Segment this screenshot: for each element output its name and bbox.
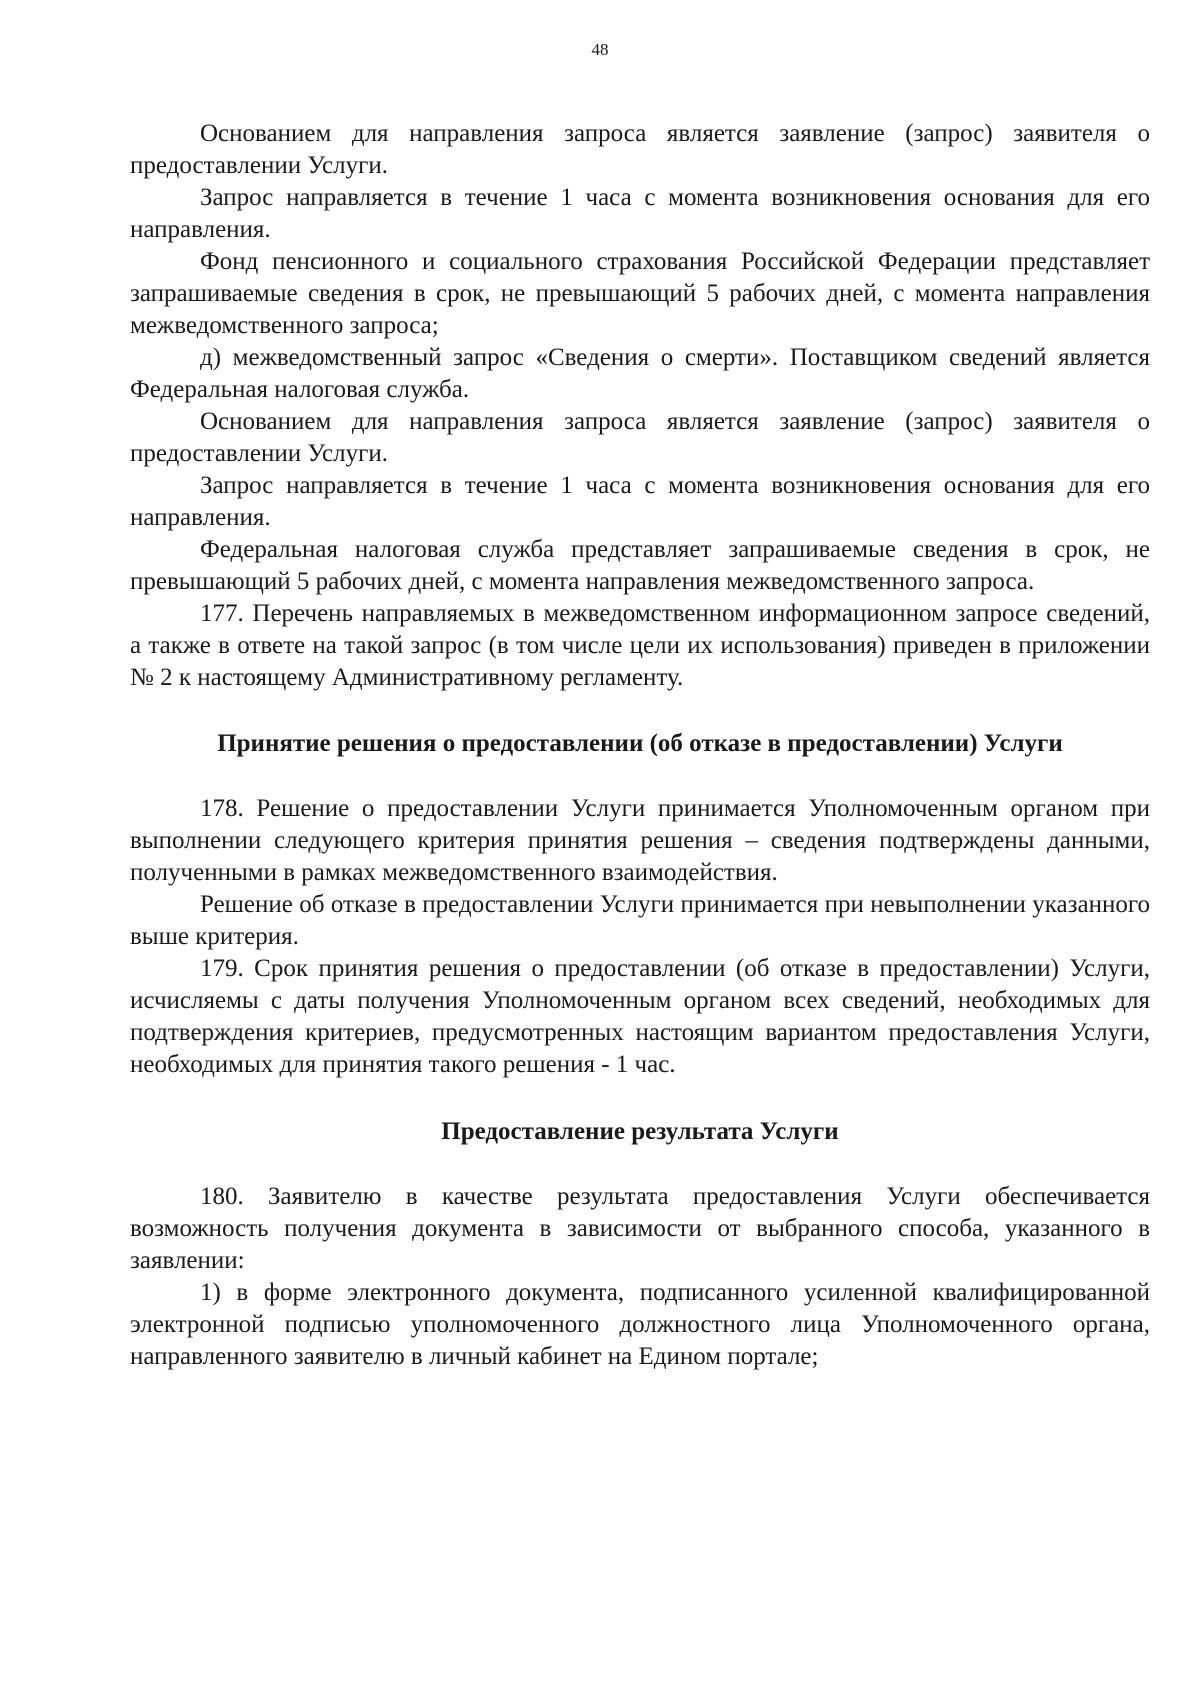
paragraph: Федеральная налоговая служба представляет запрашиваемые сведения в срок, не превышающий 5 рабочих дней, с момента направления межведомственного запроса. [130, 536, 1150, 595]
paragraph: 177. Перечень направляемых в межведомственном информационном запросе сведений, а также в ответе на такой запрос (в том числе цели их использования) приведен в приложении № 2 к настоящему Административному регламенту. [130, 600, 1150, 691]
page-number: 48 [591, 40, 609, 59]
paragraph: Фонд пенсионного и социального страхования Российской Федерации представляет запрашиваемые сведения в срок, не превышающий 5 рабочих дней, с момента направления межведомственного запроса; [130, 248, 1150, 339]
paragraph: Основанием для направления запроса является заявление (запрос) заявителя о предоставлении Услуги. [130, 120, 1150, 179]
section-heading-result: Предоставление результата Услуги [441, 1118, 839, 1145]
paragraph: Основанием для направления запроса является заявление (запрос) заявителя о предоставлении Услуги. [130, 408, 1150, 467]
section-requests [130, 118, 1150, 694]
paragraph: 1) в форме электронного документа, подписанного усиленной квалифицированной электронной подписью уполномоченного должностного лица Уполномоченного органа, направленного заявителю в личный кабинет на Едином портале; [130, 1279, 1150, 1370]
paragraph: Запрос направляется в течение 1 часа с момента возникновения основания для его направления. [130, 472, 1150, 531]
document-body [130, 118, 1150, 1373]
section-heading-decision: Принятие решения о предоставлении (об отказе в предоставлении) Услуги [217, 730, 1063, 757]
paragraph: 178. Решение о предоставлении Услуги принимается Уполномоченным органом при выполнении следующего критерия принятия решения – сведения подтверждены данными, полученными в рамках межведомственного взаимодействия. [130, 795, 1150, 886]
paragraph: Решение об отказе в предоставлении Услуги принимается при невыполнении указанного выше критерия. [130, 891, 1150, 950]
paragraph: д) межведомственный запрос «Сведения о смерти». Поставщиком сведений является Федеральная налоговая служба. [130, 344, 1150, 403]
section-result [130, 1181, 1150, 1373]
section-decision [130, 793, 1150, 1081]
paragraph: Запрос направляется в течение 1 часа с момента возникновения основания для его направления. [130, 184, 1150, 243]
paragraph: 179. Срок принятия решения о предоставлении (об отказе в предоставлении) Услуги, исчисляемы с даты получения Уполномоченным органом всех сведений, необходимых для подтверждения критериев, предусмотренных настоящим вариантом предоставления Услуги, необходимых для принятия такого решения - 1 час. [130, 955, 1150, 1078]
paragraph: 180. Заявителю в качестве результата предоставления Услуги обеспечивается возможность получения документа в зависимости от выбранного способа, указанного в заявлении: [130, 1183, 1150, 1274]
